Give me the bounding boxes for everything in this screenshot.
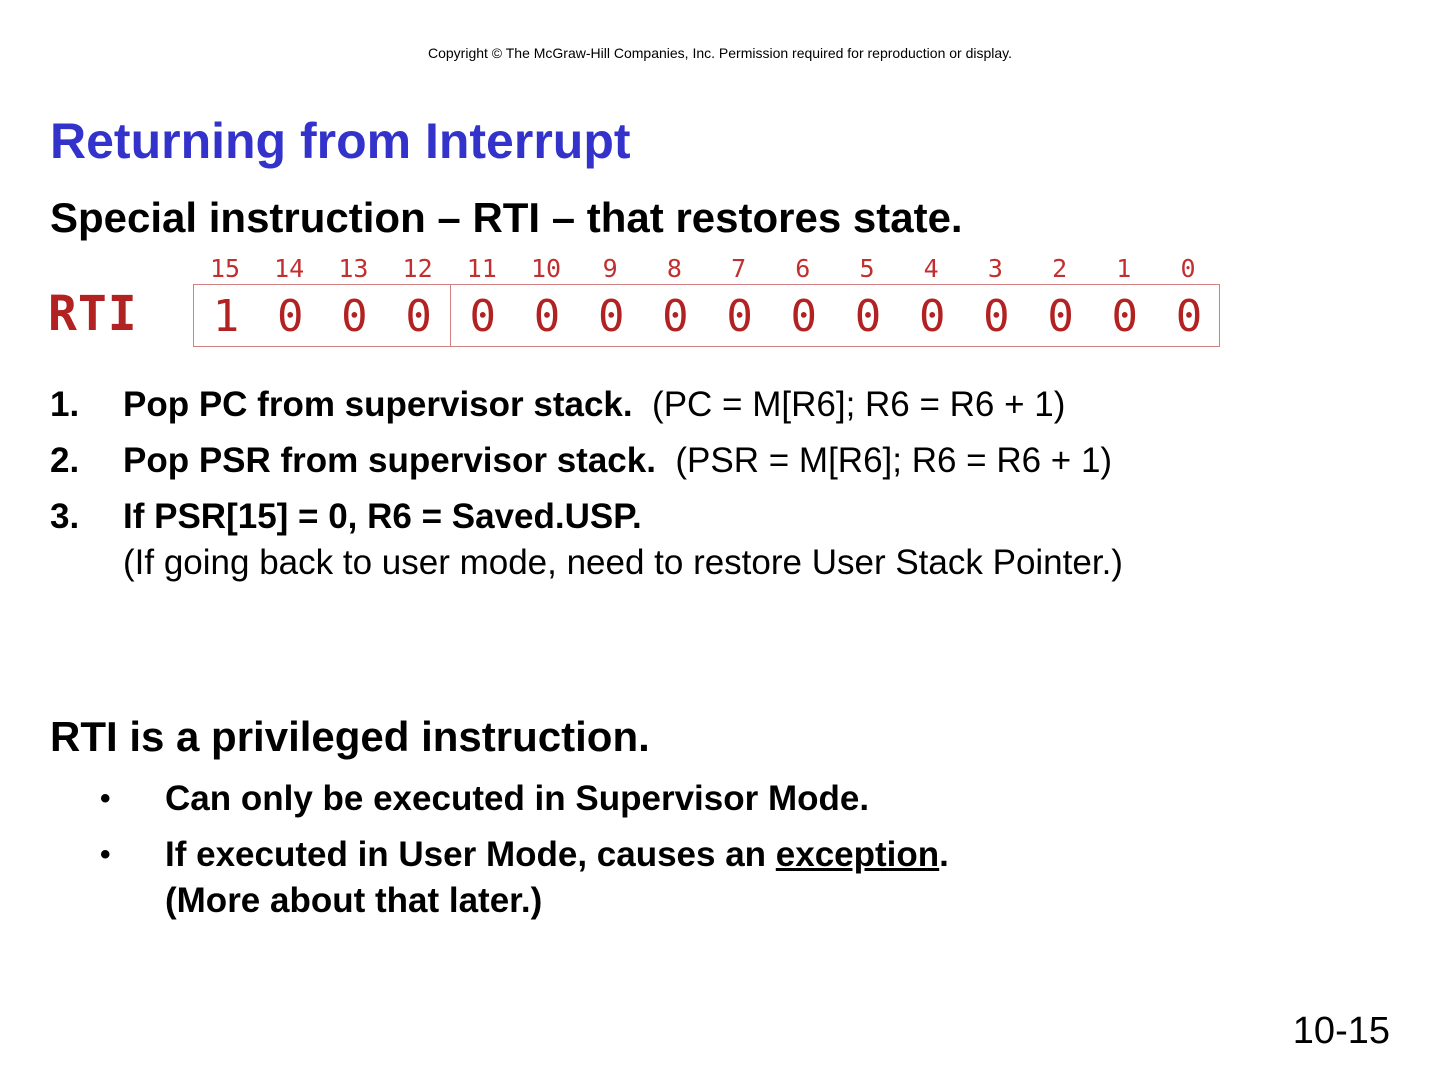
bullet-icon: •	[100, 782, 111, 815]
list-item	[50, 438, 1390, 484]
bit-number-label: 10	[530, 254, 562, 283]
bullet-text: Can only be executed in Supervisor Mode.	[165, 779, 870, 818]
step-text: Pop PSR from supervisor stack.	[123, 441, 656, 480]
bit-value: 0	[597, 291, 625, 342]
bit-number-label: 8	[666, 254, 682, 283]
rti-encoding-diagram	[48, 252, 1228, 362]
bit-number-label: 6	[795, 254, 811, 283]
bit-value: 0	[1111, 291, 1139, 342]
privileged-bullets	[100, 776, 1300, 934]
bit-number-label: 3	[987, 254, 1003, 283]
bit-number-label: 13	[338, 254, 369, 283]
list-item	[100, 776, 1300, 822]
bit-number-label: 15	[209, 254, 241, 283]
bullet-text: If executed in User Mode, causes an	[165, 835, 776, 874]
rti-mnemonic: RTI	[48, 286, 138, 342]
step-detail: (PC = M[R6]; R6 = R6 + 1)	[632, 385, 1066, 424]
bullet-icon: •	[100, 838, 111, 871]
bit-number-label: 14	[274, 254, 305, 283]
bit-value: 0	[790, 291, 818, 342]
bit-number-label: 11	[466, 254, 497, 283]
bit-value: 0	[533, 291, 561, 342]
bullet-text-suffix: .	[939, 835, 949, 874]
step-text: If PSR[15] = 0, R6 = Saved.USP.	[123, 497, 642, 536]
bit-number-label: 9	[602, 254, 618, 283]
bit-number-label: 1	[1116, 254, 1132, 283]
bit-number-label: 4	[923, 254, 939, 283]
page-number: 10-15	[1292, 1010, 1390, 1052]
bit-value: 0	[469, 291, 497, 342]
exception-link[interactable]: exception	[775, 835, 940, 874]
bit-value: 0	[1175, 291, 1203, 342]
bit-number-label: 0	[1180, 254, 1196, 283]
list-item	[100, 832, 1300, 924]
bit-number-label: 5	[859, 254, 875, 283]
bit-value-box	[193, 284, 1220, 347]
bit-value: 0	[341, 291, 368, 342]
step-number: 1.	[50, 385, 80, 424]
privileged-heading: RTI is a privileged instruction.	[50, 713, 650, 760]
slide-subtitle: Special instruction – RTI – that restores state.	[50, 194, 963, 241]
bit-value: 0	[1047, 291, 1074, 342]
bit-value: 0	[662, 291, 689, 342]
bit-value: 0	[854, 291, 882, 342]
bit-value: 0	[405, 291, 432, 342]
bit-value: 1	[212, 291, 240, 342]
step-text: Pop PC from supervisor stack.	[123, 385, 633, 424]
bullet-text-line2: (More about that later.)	[165, 881, 543, 920]
bit-value: 0	[726, 291, 753, 342]
step-number: 2.	[50, 441, 80, 480]
bit-value: 0	[918, 291, 946, 342]
bit-value: 0	[276, 291, 304, 342]
bit-number-row	[193, 254, 1220, 284]
slide-title: Returning from Interrupt	[50, 113, 631, 169]
list-item	[50, 382, 1390, 428]
step-detail: (PSR = M[R6]; R6 = R6 + 1)	[655, 441, 1113, 480]
rti-steps-list	[50, 382, 1390, 596]
copyright-notice: Copyright © The McGraw-Hill Companies, Inc. Permission required for reproduction or display.	[427, 45, 1013, 61]
bit-number-label: 7	[731, 254, 747, 283]
step-detail: (If going back to user mode, need to restore User Stack Pointer.)	[123, 543, 1123, 582]
bit-number-label: 2	[1052, 254, 1068, 283]
step-number: 3.	[50, 497, 80, 536]
list-item	[50, 494, 1390, 586]
bit-value: 0	[983, 291, 1010, 342]
bit-number-label: 12	[402, 254, 433, 283]
